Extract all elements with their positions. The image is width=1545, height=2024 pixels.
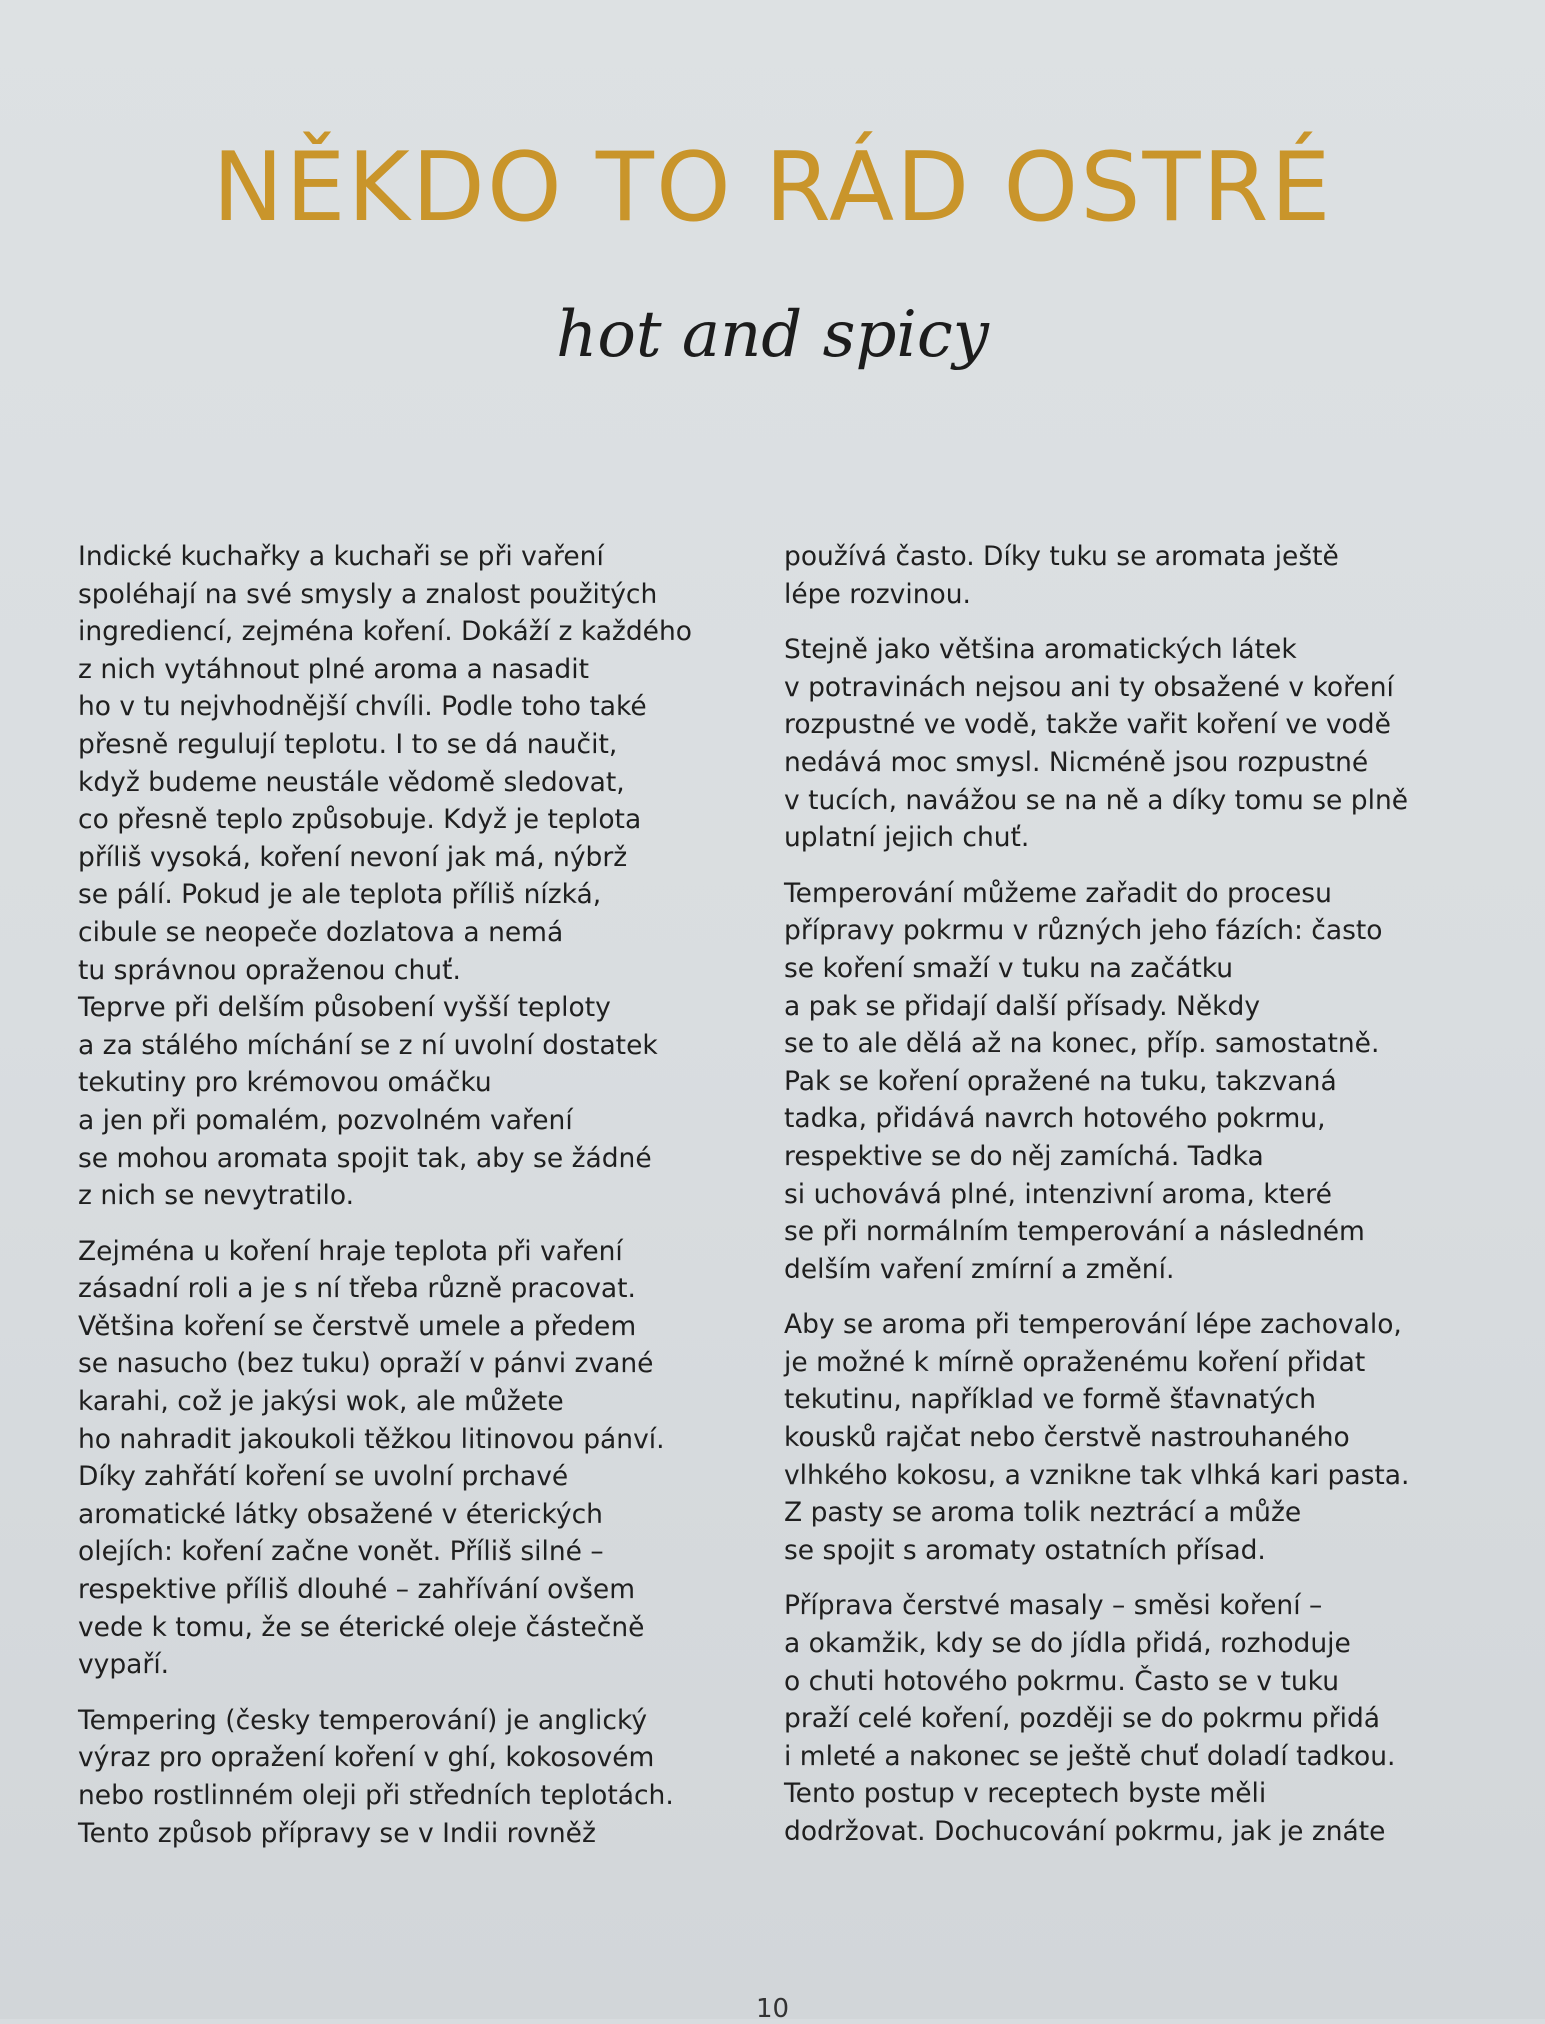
text-line: přípravy pokrmu v různých jeho fázích: často (784, 915, 1383, 947)
text-line: respektive příliš dlouhé – zahřívání ovšem (78, 1574, 636, 1606)
text-line: nedává moc smysl. Nicméně jsou rozpustné (784, 746, 1369, 778)
text-line: Tento způsob přípravy se v Indii rovněž (78, 1817, 596, 1849)
text-line: Díky zahřátí koření se uvolní prchavé (78, 1461, 569, 1493)
paragraph (784, 1587, 1424, 1850)
text-line: Zejména u koření hraje teplota při vaření (78, 1235, 623, 1267)
text-line: vede k tomu, že se éterické oleje částečně (78, 1611, 645, 1643)
text-line: příliš vysoká, koření nevoní jak má, nýbrž (78, 841, 628, 873)
text-line: co přesně teplo způsobuje. Když je teplota (78, 804, 642, 836)
text-line: vlhkého kokosu, a vznikne tak vlhká kari pasta. (784, 1459, 1410, 1491)
text-line: lépe rozvinou. (784, 578, 971, 610)
text-line: se spojit s aromaty ostatních přísad. (784, 1534, 1266, 1566)
text-line: tekutiny pro krémovou omáčku (78, 1067, 492, 1099)
text-line: si uchovává plné, intenzivní aroma, které (784, 1178, 1332, 1210)
text-line: a jen při pomalém, pozvolném vaření (78, 1104, 573, 1136)
text-line: v potravinách nejsou ani ty obsažené v koření (784, 671, 1394, 703)
text-line: když budeme neustále vědomě sledovat, (78, 766, 625, 798)
text-line: uplatní jejich chuť. (784, 822, 1030, 854)
paragraph (784, 631, 1424, 857)
text-line: ho nahradit jakoukoli těžkou litinovou pánví. (78, 1423, 665, 1455)
text-line: vypaří. (78, 1649, 170, 1681)
text-line: tadka, přidává navrch hotového pokrmu, (784, 1103, 1326, 1135)
text-line: z nich vytáhnout plné aroma a nasadit (78, 653, 589, 685)
text-line: se koření smaží v tuku na začátku (784, 952, 1234, 984)
text-line: a pak se přidají další přísady. Někdy (784, 990, 1261, 1022)
paragraph (784, 538, 1424, 613)
page-title: NĚKDO TO RÁD OSTRÉ (212, 133, 1333, 243)
text-line: Tento postup v receptech byste měli (784, 1778, 1267, 1810)
text-line: aromatické látky obsažené v éterických (78, 1498, 603, 1530)
text-line: používá často. Díky tuku se aromata ještě (784, 541, 1339, 572)
text-line: je možné k mírně opraženému koření přidat (784, 1346, 1366, 1378)
text-line: přesně regulují teplotu. I to se dá naučit, (78, 728, 618, 760)
text-line: zásadní roli a je s ní třeba různě pracovat. (78, 1273, 636, 1305)
text-line: Aby se aroma při temperování lépe zachovalo, (784, 1309, 1402, 1341)
text-line: i mleté a nakonec se ještě chuť doladí tadkou. (784, 1740, 1396, 1772)
text-line: Temperování můžeme zařadit do procesu (784, 877, 1332, 909)
text-line: se při normálním temperování a následném (784, 1216, 1365, 1248)
text-line: rozpustné ve vodě, takže vařit koření ve vodě (784, 709, 1391, 741)
text-line: Indické kuchařky a kuchaři se při vaření (78, 541, 604, 572)
text-line: Příprava čerstvé masaly – směsi koření – (784, 1590, 1323, 1622)
paragraph (784, 1306, 1424, 1569)
text-line: praží celé koření, později se do pokrmu přidá (784, 1703, 1381, 1735)
text-line: Většina koření se čerstvě umele a předem (78, 1310, 637, 1342)
text-line: tu správnou opraženou chuť. (78, 954, 461, 986)
text-line: Teprve při delším působení vyšší teploty (78, 992, 611, 1024)
text-line: nebo rostlinném oleji při středních teplotách. (78, 1780, 674, 1811)
text-line: se nasucho (bez tuku) opraží v pánvi zvané (78, 1348, 654, 1380)
text-line: Tempering (česky temperování) je anglický (78, 1704, 648, 1736)
paragraph (78, 538, 718, 1215)
text-line: spoléhají na své smysly a znalost použitých (78, 578, 658, 610)
text-line: cibule se neopeče dozlatova a nemá (78, 916, 564, 948)
paragraph (78, 1233, 718, 1684)
page-number: 10 (755, 1994, 790, 2024)
text-column-left (78, 538, 718, 1870)
text-line: Stejně jako většina aromatických látek (784, 634, 1297, 666)
text-line: výraz pro opražení koření v ghí, kokosovém (78, 1742, 655, 1774)
text-line: olejích: koření začne vonět. Příliš silné – (78, 1536, 604, 1568)
text-line: ingrediencí, zejména koření. Dokáží z každého (78, 616, 692, 648)
text-line: se mohou aromata spojit tak, aby se žádné (78, 1142, 652, 1174)
text-line: o chuti hotového pokrmu. Často se v tuku (784, 1665, 1339, 1697)
text-line: z nich se nevytratilo. (78, 1180, 355, 1212)
text-line: a za stálého míchání se z ní uvolní dostatek (78, 1029, 658, 1061)
page-subtitle: hot and spicy (556, 298, 989, 372)
text-line: se pálí. Pokud je ale teplota příliš nízká, (78, 879, 602, 911)
text-line: v tucích, navážou se na ně a díky tomu se plně (784, 784, 1409, 816)
text-column-right (784, 538, 1424, 1869)
text-line: respektive se do něj zamíchá. Tadka (784, 1140, 1264, 1172)
text-line: tekutinu, například ve formě šťavnatých (784, 1384, 1317, 1416)
paragraph (784, 875, 1424, 1289)
text-line: karahi, což je jakýsi wok, ale můžete (78, 1386, 564, 1418)
text-line: Z pasty se aroma tolik neztrácí a může (784, 1497, 1302, 1529)
paragraph (78, 1702, 718, 1852)
text-line: ho v tu nejvhodnější chvíli. Podle toho také (78, 691, 647, 723)
text-line: dodržovat. Dochucování pokrmu, jak je znáte (784, 1816, 1386, 1847)
text-line: se to ale dělá až na konec, příp. samostatně. (784, 1028, 1380, 1060)
text-line: kousků rajčat nebo čerstvě nastrouhaného (784, 1422, 1350, 1454)
text-line: Pak se koření opražené na tuku, takzvaná (784, 1065, 1337, 1097)
text-line: delším vaření zmírní a změní. (784, 1253, 1175, 1285)
text-line: a okamžik, kdy se do jídla přidá, rozhoduje (784, 1628, 1351, 1660)
